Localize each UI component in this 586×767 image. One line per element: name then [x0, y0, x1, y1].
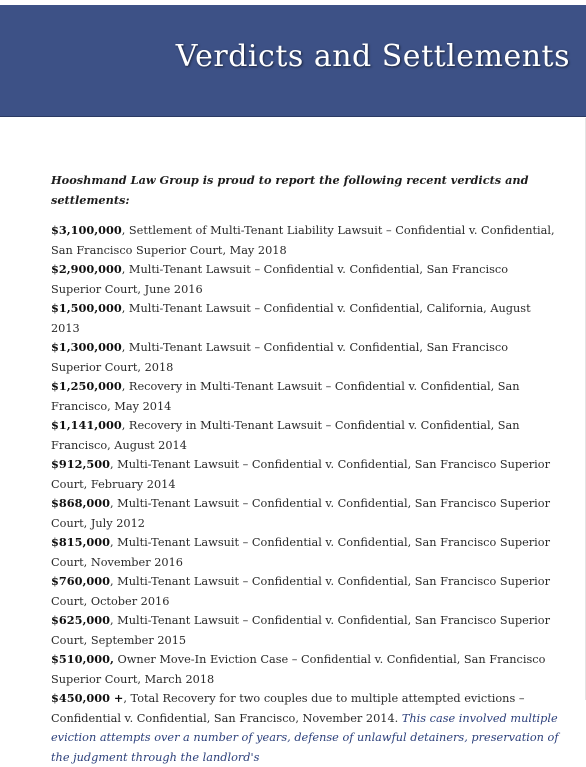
- entry-amount: $868,000: [51, 496, 110, 510]
- entry-text: , Settlement of Multi-Tenant Liability Lawsuit – Confidential v. Confidential, San Francisco Superior Court, May 2018: [51, 224, 555, 257]
- entry-amount: $1,300,000: [51, 340, 122, 354]
- entry-text: , Multi-Tenant Lawsuit – Confidential v. Confidential, San Francisco Superior Court, November 2016: [51, 536, 550, 569]
- list-item: [51, 572, 561, 611]
- entry-text: Owner Move-In Eviction Case – Confidential v. Confidential, San Francisco Superior Court, March 2018: [51, 653, 546, 686]
- list-item: [51, 221, 561, 260]
- entry-note: This case involved multiple eviction attempts over a number of years, defense of unlawful detainers, preservation of the judgment through the landlord's: [51, 711, 559, 764]
- entry-amount: $1,250,000: [51, 379, 122, 393]
- page-banner: [0, 5, 586, 117]
- list-item: [51, 299, 561, 338]
- entry-amount: $450,000 +: [51, 691, 124, 705]
- entry-text: , Total Recovery for two couples due to multiple attempted evictions – Confidential v. Confidential, San Francisco, November 2014.: [51, 692, 525, 725]
- list-item: [51, 533, 561, 572]
- entry-amount: $510,000,: [51, 652, 114, 666]
- list-item: [51, 377, 561, 416]
- entry-text: , Multi-Tenant Lawsuit – Confidential v. Confidential, San Francisco Superior Court, June 2016: [51, 263, 509, 296]
- entry-text: , Recovery in Multi-Tenant Lawsuit – Confidential v. Confidential, San Francisco, May 2014: [51, 380, 520, 413]
- entry-text: , Multi-Tenant Lawsuit – Confidential v. Confidential, California, August 2013: [51, 302, 531, 335]
- list-item: [51, 338, 561, 377]
- page-title: Verdicts and Settlements: [175, 39, 570, 74]
- entry-amount: $2,900,000: [51, 262, 122, 276]
- entry-amount: $625,000: [51, 613, 110, 627]
- list-item: [51, 455, 561, 494]
- entry-amount: $1,141,000: [51, 418, 122, 432]
- entry-text: , Multi-Tenant Lawsuit – Confidential v. Confidential, San Francisco Superior Court, February 2014: [51, 458, 550, 491]
- list-item: [51, 650, 561, 689]
- entry-amount: $760,000: [51, 574, 110, 588]
- entry-amount: $1,500,000: [51, 301, 122, 315]
- verdicts-list: [51, 221, 561, 767]
- entry-amount: $815,000: [51, 535, 110, 549]
- entry-text: , Multi-Tenant Lawsuit – Confidential v. Confidential, San Francisco Superior Court, September 2015: [51, 614, 550, 647]
- entry-text: , Multi-Tenant Lawsuit – Confidential v. Confidential, San Francisco Superior Court, July 2012: [51, 497, 550, 530]
- list-item: [51, 260, 561, 299]
- list-item: [51, 689, 561, 767]
- entry-amount: $912,500: [51, 457, 110, 471]
- entry-amount: $3,100,000: [51, 223, 122, 237]
- entry-text: , Multi-Tenant Lawsuit – Confidential v. Confidential, San Francisco Superior Court, 2018: [51, 341, 509, 374]
- main-content: [51, 171, 561, 767]
- intro-text: Hooshmand Law Group is proud to report the following recent verdicts and settlements:: [51, 173, 529, 207]
- list-item: [51, 416, 561, 455]
- entry-text: , Multi-Tenant Lawsuit – Confidential v. Confidential, San Francisco Superior Court, October 2016: [51, 575, 550, 608]
- list-item: [51, 611, 561, 650]
- list-item: [51, 494, 561, 533]
- entry-text: , Recovery in Multi-Tenant Lawsuit – Confidential v. Confidential, San Francisco, August 2014: [51, 419, 520, 452]
